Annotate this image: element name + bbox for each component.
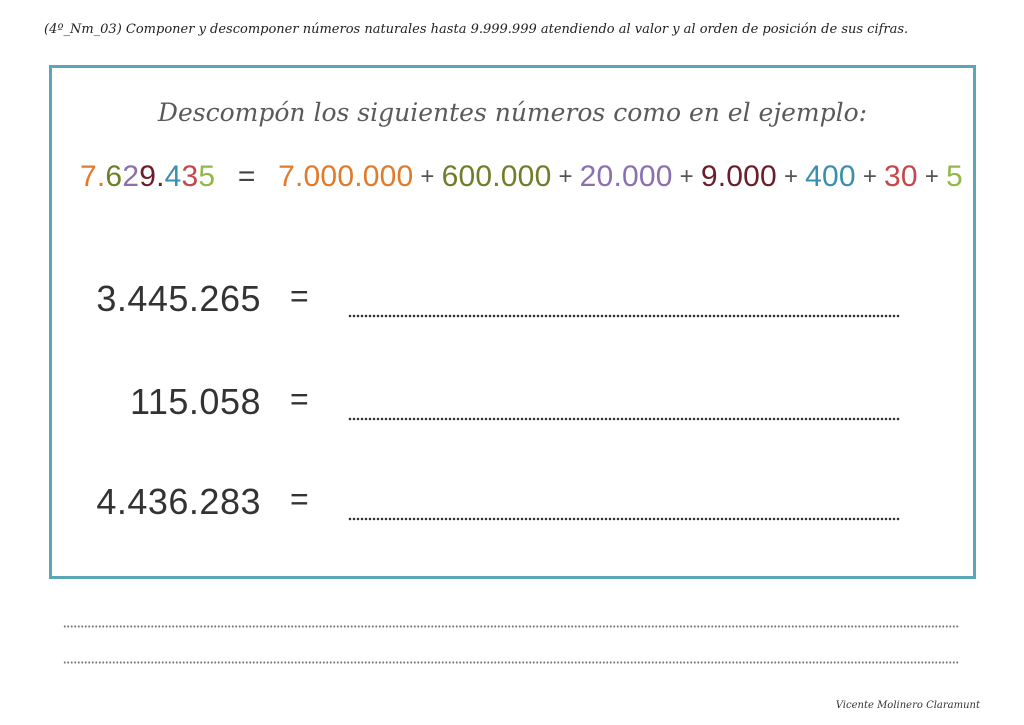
answer-line[interactable] — [348, 314, 900, 318]
plus-sign: + — [558, 163, 573, 190]
plus-sign: + — [924, 163, 940, 190]
author-credit: Vicente Molinero Claramunt — [835, 700, 980, 711]
plus-sign: + — [783, 163, 799, 190]
example-digit-tens: 3 — [181, 160, 199, 193]
example-term-units: 5 — [946, 160, 963, 193]
problem-number: 4.436.283 — [96, 481, 261, 522]
problem-equals-sign: = — [290, 278, 309, 314]
example-decomposition — [80, 160, 963, 194]
exercise-box — [49, 65, 976, 579]
plus-sign: + — [862, 163, 878, 190]
answer-line[interactable] — [348, 517, 900, 521]
example-term-hundred-thousands: 600.000 — [441, 160, 552, 193]
problem-row — [52, 381, 973, 431]
example-digit-millions: 7. — [80, 160, 106, 193]
example-digit-hundred-thousands: 6 — [105, 160, 123, 193]
example-term-ten-thousands: 20.000 — [579, 160, 673, 193]
example-digit-ten-thousands: 2 — [122, 160, 140, 193]
example-digit-units: 5 — [198, 160, 216, 193]
example-term-millions: 7.000.000 — [278, 160, 414, 193]
problem-row — [52, 481, 973, 531]
problem-row — [52, 278, 973, 328]
example-digit-thousands: 9. — [139, 160, 165, 193]
example-term-tens: 30 — [884, 160, 918, 193]
problem-equals-sign: = — [290, 481, 309, 517]
example-equals-sign: = — [237, 160, 256, 193]
answer-line[interactable] — [348, 417, 900, 421]
plus-sign: + — [420, 163, 435, 190]
example-term-hundreds: 400 — [805, 160, 856, 193]
notes-line[interactable] — [63, 661, 959, 664]
problem-equals-sign: = — [290, 381, 309, 417]
problem-number: 3.445.265 — [96, 278, 261, 319]
problem-number: 115.058 — [130, 381, 261, 422]
example-digit-hundreds: 4 — [164, 160, 182, 193]
worksheet-header: (4º_Nm_03) Componer y descomponer números naturales hasta 9.999.999 atendiendo al valor y al orden de posición de sus cifras. — [44, 22, 909, 37]
notes-line[interactable] — [63, 625, 959, 628]
plus-sign: + — [679, 163, 694, 190]
example-number — [80, 160, 224, 193]
example-term-thousands: 9.000 — [700, 160, 777, 193]
exercise-instruction: Descompón los siguientes números como en el ejemplo: — [157, 98, 868, 127]
